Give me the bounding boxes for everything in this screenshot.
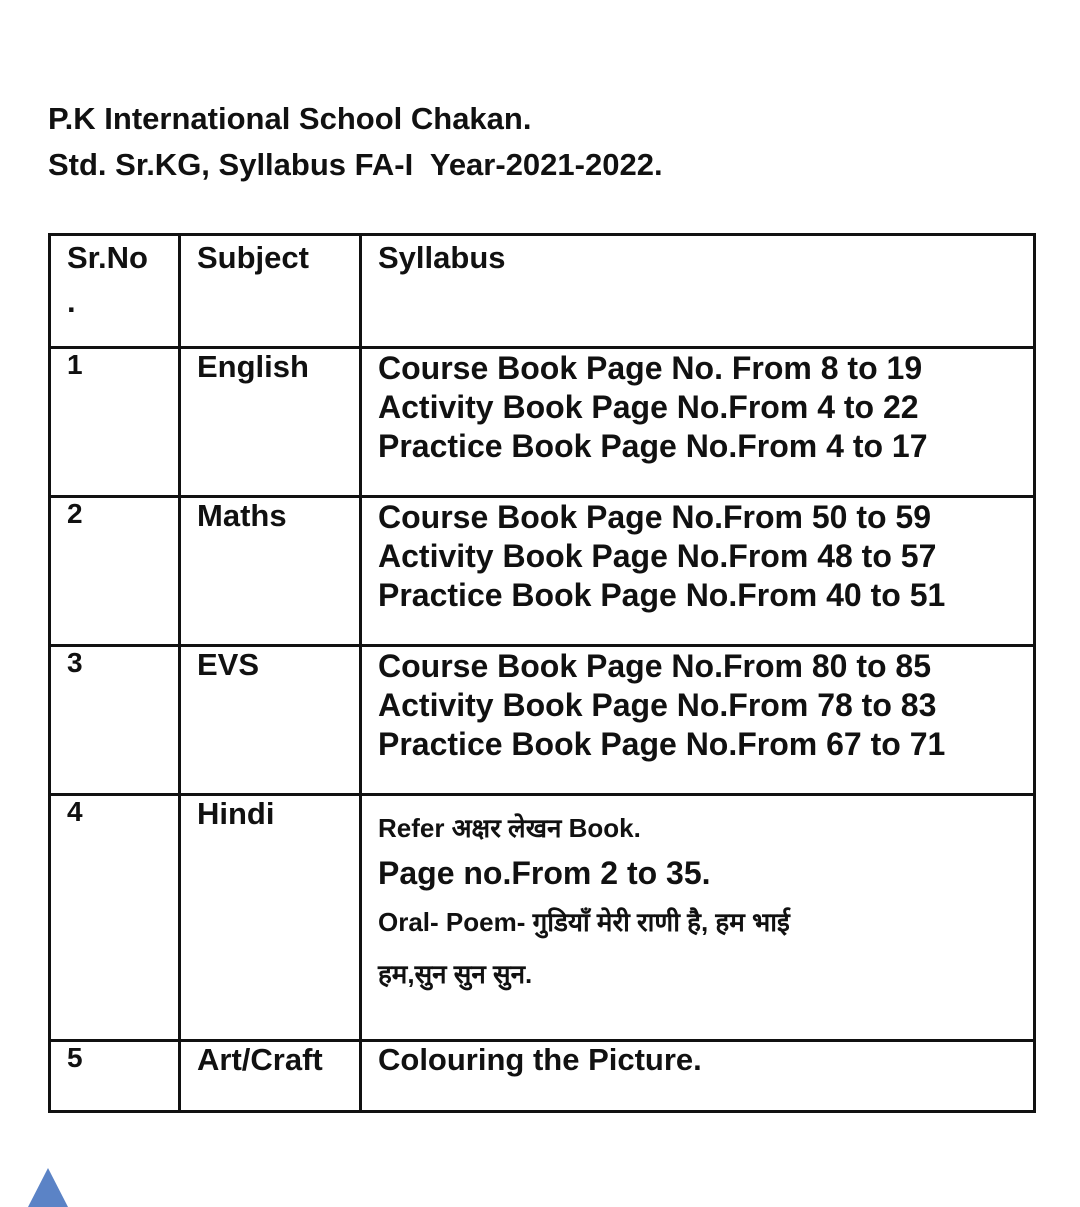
row-subject: Hindi — [180, 795, 361, 1041]
document-header — [48, 96, 663, 188]
school-name: P.K International School Chakan. — [48, 101, 532, 136]
triangle-up-icon[interactable] — [28, 1168, 68, 1207]
table-header-row — [50, 235, 1035, 348]
row-syllabus — [361, 348, 1035, 497]
syllabus-table — [48, 233, 1036, 1113]
table-row — [50, 795, 1035, 1041]
row-subject: English — [180, 348, 361, 497]
syllabus-line: Course Book Page No.From 80 to 85 — [378, 648, 932, 684]
syllabus-line: Practice Book Page No.From 40 to 51 — [378, 577, 946, 613]
table-row — [50, 1041, 1035, 1112]
syllabus-line: Activity Book Page No.From 4 to 22 — [378, 389, 919, 425]
syllabus-line: Course Book Page No. From 8 to 19 — [378, 350, 923, 386]
syllabus-subtitle: Std. Sr.KG, Syllabus FA-I Year-2021-2022. — [48, 147, 663, 182]
syllabus-line: Refer अक्षर लेखन Book. — [378, 813, 641, 843]
table-row — [50, 348, 1035, 497]
syllabus-line: Course Book Page No.From 50 to 59 — [378, 499, 932, 535]
syllabus-line: Activity Book Page No.From 48 to 57 — [378, 538, 937, 574]
syllabus-line: Page no.From 2 to 35. — [378, 855, 711, 891]
header-subject: Subject — [180, 235, 361, 348]
row-syllabus — [361, 1041, 1035, 1112]
syllabus-line: Oral- Poem- गुडियाँ मेरी राणी है, हम भाई — [378, 907, 790, 937]
row-subject: Art/Craft — [180, 1041, 361, 1112]
row-syllabus — [361, 646, 1035, 795]
row-srno: 4 — [50, 795, 180, 1041]
row-srno: 2 — [50, 497, 180, 646]
row-syllabus — [361, 497, 1035, 646]
syllabus-line: हम,सुन सुन सुन. — [378, 959, 533, 989]
syllabus-line: Activity Book Page No.From 78 to 83 — [378, 687, 937, 723]
row-srno: 5 — [50, 1041, 180, 1112]
row-srno: 1 — [50, 348, 180, 497]
syllabus-line: Colouring the Picture. — [378, 1042, 702, 1077]
row-subject: EVS — [180, 646, 361, 795]
table-row — [50, 646, 1035, 795]
header-srno: Sr.No . — [50, 235, 180, 348]
syllabus-line: Practice Book Page No.From 4 to 17 — [378, 428, 928, 464]
row-syllabus — [361, 795, 1035, 1041]
syllabus-line: Practice Book Page No.From 67 to 71 — [378, 726, 946, 762]
row-subject: Maths — [180, 497, 361, 646]
header-syllabus: Syllabus — [361, 235, 1035, 348]
table-row — [50, 497, 1035, 646]
row-srno: 3 — [50, 646, 180, 795]
